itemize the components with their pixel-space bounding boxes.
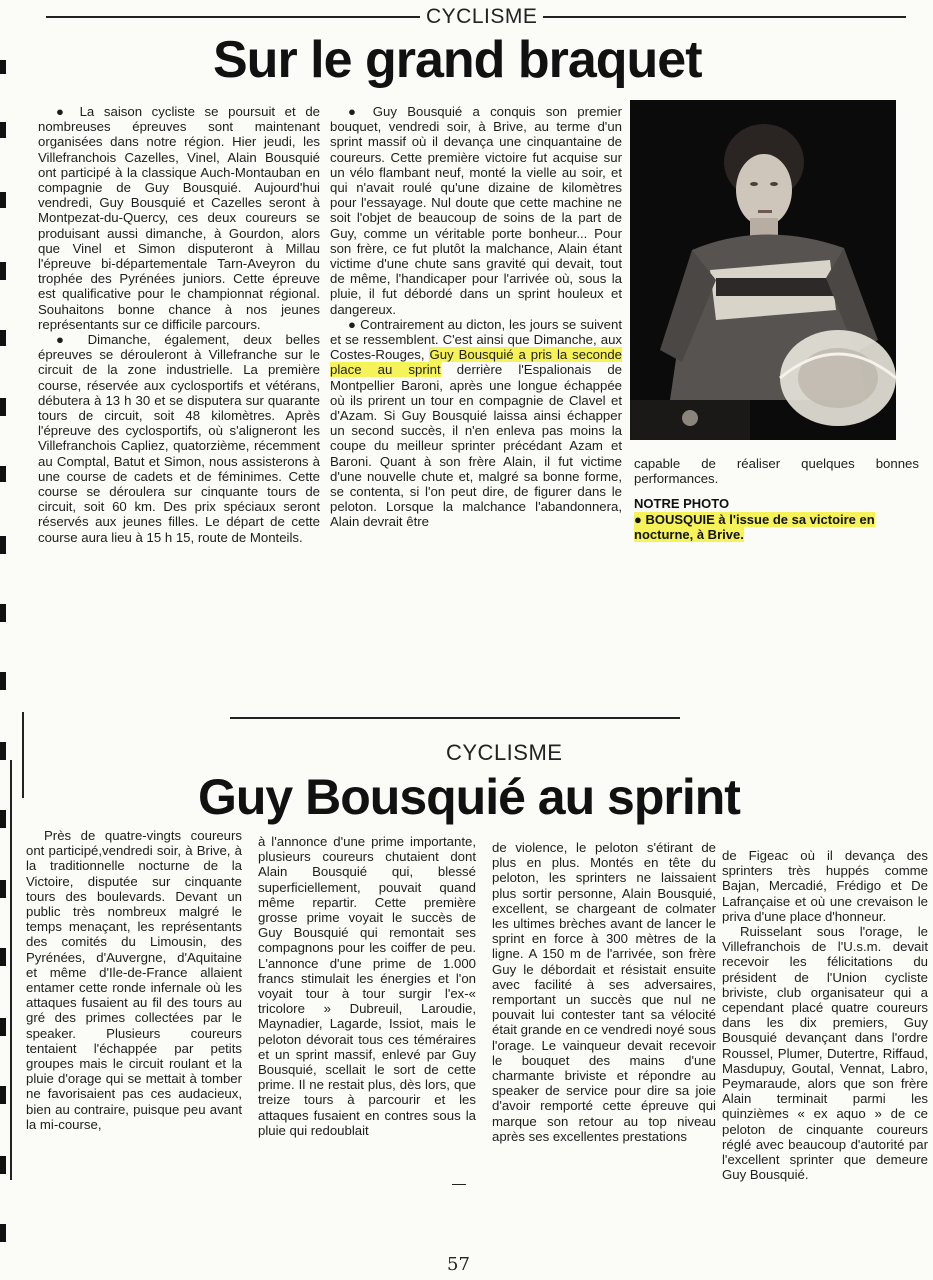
binder-mark bbox=[0, 948, 6, 966]
binder-mark bbox=[0, 1156, 6, 1174]
paragraph-start: ● Contrairement au dicton, les jours se suivent et se ressemblent. C'est ainsi que Dimanche, aux Costes-Rouges, bbox=[330, 316, 622, 363]
page-number: 57 bbox=[447, 1254, 470, 1275]
binder-mark bbox=[0, 810, 6, 828]
cyclist-photo bbox=[630, 100, 896, 440]
article1-column-3 bbox=[634, 456, 919, 490]
article2-paragraph: Ruisselant sous l'orage, le Villefranchois de l'U.s.m. devait recevoir les félicitations du président de l'Union cycliste briviste, club organisateur qui a cependant placé quatre coureurs dans les dix premiers, Guy Bousquié devançant dans l'ordre Roussel, Plumer, Dutertre, Riffaud, Masdupuy, Goutal, Vennat, Labro, Peymaraude, alors que son frère Alain terminait parmi les quinzièmes « ex aquo » de ce peloton de cinquante coureurs réglé avec beaucoup d'autorité par l'excellent sprinter que demeure Guy Bousquié. bbox=[722, 924, 928, 1183]
article2-kicker: CYCLISME bbox=[446, 740, 563, 765]
binder-mark bbox=[0, 60, 6, 74]
binder-mark bbox=[0, 742, 6, 760]
binder-mark bbox=[0, 1224, 6, 1242]
binder-mark bbox=[0, 122, 6, 138]
binder-mark bbox=[0, 466, 6, 482]
article1-paragraph-continued: capable de réaliser quelques bonnes performances. bbox=[634, 456, 919, 487]
highlighted-text: Guy Bousquié a pris la seconde place au sprint bbox=[330, 347, 623, 378]
kicker-rule-left bbox=[46, 16, 420, 18]
binder-mark bbox=[0, 1086, 6, 1104]
binder-mark bbox=[0, 398, 6, 416]
article1-kicker-row bbox=[46, 6, 906, 27]
binder-mark bbox=[0, 330, 6, 346]
article1-column-1 bbox=[38, 104, 320, 545]
article1-paragraph: ● La saison cycliste se poursuit et de nombreuses épreuves sont maintenant organisées dans notre région. Hier jeudi, les Villefranchois Cazelles, Vinel, Alain Bousquié ont participé à la classique Auch-Montauban en compagnie de Guy Bousquié. Aujourd'hui vendredi, Guy Bousquié et Cazelles seront à Montpezat-du-Quercy, ces deux coureurs se produisant aussi dimanche, à Gourdon, alors que Vinel et Simon disputeront à Millau l'épreuve bi-départementale Tarn-Aveyron du trophée des Pyrénées juniors. Cette épreuve est qualificative pour le championnat régional. Souhaitons bonne chance à nos jeunes représentants sur ce difficile parcours. bbox=[38, 104, 320, 332]
article1-paragraph: ● Dimanche, également, deux belles épreuves se dérouleront à Villefranche sur le circuit de la zone industrielle. La première course, réservée aux cyclosportifs et vétérans, débutera à 13 h 30 et se disputera sur quarante tours de circuit, soit 48 kilomètres. Après l'épreuve des cyclosportifs, où s'aligneront les Villefranchois Capliez, quatorzième, récemment au Comptal, Batut et Simon, nous assisterons à une course de cadets et de féminimes. Cette course se déroulera sur cinquante tours de circuit, soit 60 km. Des prix spéciaux seront réservés aux jeunes filles. Le départ de cette course aura lieu à 15 h 15, route de Monteils. bbox=[38, 332, 320, 545]
horizontal-rule bbox=[230, 717, 680, 719]
end-mark bbox=[452, 1184, 466, 1185]
binder-mark bbox=[0, 880, 6, 898]
vertical-rule bbox=[10, 760, 12, 1180]
article2-paragraph: de violence, le peloton s'étirant de plus en plus. Montés en tête du peloton, les sprinters ne laissaient plus sortir personne, Alain Bousquié, excellent, se chargeant de colmater les ultimes brèches avant de lancer le sprint en force à 300 mètres de la ligne. A 150 m de l'arrivée, son frère Guy le débordait et résistait ensuite avec facilité à ses adversaires, remportant un succès que nul ne pouvait lui contester tant sa vélocité était grande en ce vendredi noyé sous l'orage. Le vainqueur devait recevoir le bouquet des mains d'une charmante briviste et répondre au speaker de service pour dire sa joie d'avoir remporté cette épreuve qui marque son retour au top niveau après ses excellentes prestations bbox=[492, 840, 716, 1144]
binder-mark bbox=[0, 604, 6, 622]
article2-column-4 bbox=[722, 848, 928, 1183]
article2-headline: Guy Bousquié au sprint bbox=[198, 769, 740, 825]
article1-paragraph bbox=[330, 317, 622, 530]
article2-column-2 bbox=[258, 834, 476, 1164]
photo-label: NOTRE PHOTO bbox=[634, 496, 730, 511]
article2-paragraph: Près de quatre-vingts coureurs ont participé,vendredi soir, à Brive, à la traditionnelle nocturne de la Victoire, disputée sur cinquante tours des boulevards. Devant un public très nombreux malgré le temps menaçant, les représentants des comités du Limousin, des Pyrénées, d'Auvergne, d'Aquitaine et même d'Ile-de-France allaient entamer cette ronde infernale où les attaques fusaient au fil des tours au gré des primes collectées par le speaker. Plusieurs coureurs tentaient l'échappée par petits groupes mais le circuit roulant et la pluie d'orage qui se mettait à tomber ne favorisaient pas ces audacieux, bien au contraire, puisque peu avant la mi-course, bbox=[26, 828, 242, 1132]
article1-column-2 bbox=[330, 104, 622, 544]
binder-mark bbox=[0, 192, 6, 208]
article1-kicker: CYCLISME bbox=[426, 5, 538, 28]
binder-mark bbox=[0, 536, 6, 554]
article2-paragraph: à l'annonce d'une prime importante, plusieurs coureurs chutaient dont Alain Bousquié qui, blessé superficiellement, pouvait quand même repartir. Cette première grosse prime voyait le succès de Guy Bousquié qui remontait ses compagnons pour les coiffer de peu. L'annonce d'une prime de 1.000 francs stimulait les énergies et l'on voyait tour à tour surgir l'ex-« tricolore » Dubreuil, Laroudie, Maynadier, Lagarde, Issiot, mais le peloton dévorait tous ces téméraires et un sprint massif, enlevé par Guy Bousquié, scellait le sort de cette prime. Il ne restait plus, dès lors, que treize tours à parcourir et les attaques fusaient en contres sous la pluie qui redoublait bbox=[258, 834, 476, 1138]
binder-mark bbox=[0, 1018, 6, 1036]
cyclist-photo-image bbox=[630, 100, 896, 440]
kicker-rule-right bbox=[543, 16, 906, 18]
photo-caption-text: ● BOUSQUIE à l'issue de sa victoire en nocturne, à Brive. bbox=[634, 512, 875, 542]
paragraph-end: derrière l'Espalionais de Montpellier Baroni, après une longue échappée où ils prirent un tour en compagnie de Clavel et d'Azam. Si Guy Bousquié laissa ainsi échapper un second succès, il n'en enleva pas moins la coupe du meilleur sprinter précédant Azam et Baroni. Quant à son frère Alain, il fut victime d'une nouvelle chute et, malgré sa bonne forme, se contenta, si l'on peut dire, de figurer dans le peloton. Lorsque la malchance l'abandonnera, Alain devrait être bbox=[330, 362, 622, 530]
article2-column-1 bbox=[26, 828, 242, 1158]
article2-column-3 bbox=[492, 840, 716, 1174]
article2-paragraph: de Figeac où il devança des sprinters très huppés comme Bajan, Mercadié, Frédigo et De Lafrançaise et où une crevaison le priva d'une place d'honneur. bbox=[722, 848, 928, 924]
binder-mark bbox=[0, 672, 6, 690]
binder-mark bbox=[0, 262, 6, 280]
photo-caption bbox=[634, 512, 919, 542]
article1-paragraph: ● Guy Bousquié a conquis son premier bouquet, vendredi soir, à Brive, au terme d'un sprint massif où il devança une cinquantaine de coureurs. Cette première victoire fut acquise sur un vélo flambant neuf, monté la vielle au soir, et qui n'avait roulé qu'une dizaine de kilomètres pour l'essayage. Nul doute que cette machine ne soit l'objet de beaucoup de soins de la part de Guy, comme un véritable porte bonheur... Pour son frère, ce fut plutôt la malchance, Alain étant victime d'une chute sans gravité qui devait, tout de même, l'handicaper pour l'arrivée où, sous la pluie, il fut débordé dans un sprint houleux et dangereux. bbox=[330, 104, 622, 317]
vertical-rule bbox=[22, 712, 24, 798]
article1-headline: Sur le grand braquet bbox=[213, 31, 702, 89]
